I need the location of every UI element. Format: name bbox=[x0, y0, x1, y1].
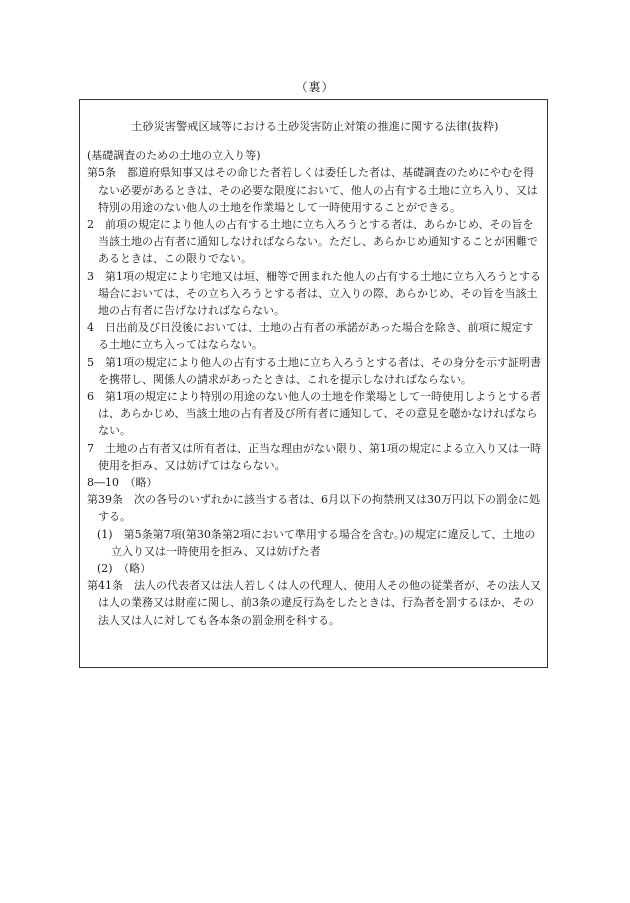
law-excerpt-box bbox=[79, 99, 548, 668]
article-5-paragraphs-8-10: 8―10 （略） bbox=[87, 476, 158, 490]
article-5-paragraph-3: 3 第1項の規定により宅地又は垣、柵等で囲まれた他人の占有する土地に立ち入ろうとする場合においては、その立ち入ろうとする者は、立入りの際、あらかじめ、その旨を当該土地の占有者に告げなければならない。 bbox=[87, 269, 541, 318]
law-title: 土砂災害警戒区域等における土砂災害防止対策の推進に関する法律(抜粋) bbox=[131, 120, 499, 133]
article-5-paragraph-7: 7 土地の占有者又は所有者は、正当な理由がない限り、第1項の規定による立入り又は一時使用を拒み、又は妨げてはならない。 bbox=[87, 441, 541, 472]
article-5-paragraph-5: 5 第1項の規定により他人の占有する土地に立ち入ろうとする者は、その身分を示す証明書を携帯し、関係人の請求があったときは、これを提示しなければならない。 bbox=[87, 355, 541, 386]
section-heading: (基礎調査のための土地の立入り等) bbox=[87, 149, 261, 163]
article-39-item-2: (2) （略） bbox=[97, 562, 152, 576]
article-5-paragraph-6: 6 第1項の規定により特別の用途のない他人の土地を作業場として一時使用しようとする者は、あらかじめ、当該土地の占有者及び所有者に通知して、その意見を聴かなければならない。 bbox=[87, 390, 541, 438]
article-39: 第39条 次の各号のいずれかに該当する者は、6月以下の拘禁刑又は30万円以下の罰金に処する。 bbox=[87, 493, 540, 524]
article-41: 第41条 法人の代表者又は法人若しくは人の代理人、使用人その他の従業者が、その法人又は人の業務又は財産に関し、前3条の違反行為をしたときは、行為者を罰するほか、その法人又は人に対しても各本条の罰金刑を科する。 bbox=[87, 579, 541, 627]
article-5-paragraph-4: 4 日出前及び日没後においては、土地の占有者の承諾があった場合を除き、前項に規定する土地に立ち入ってはならない。 bbox=[87, 321, 534, 352]
article-5-paragraph-2: 2 前項の規定により他人の占有する土地に立ち入ろうとする者は、あらかじめ、その旨を当該土地の占有者に通知しなければならない。ただし、あらかじめ通知することが困難であるときは、この限りでない。 bbox=[87, 218, 538, 266]
article-5: 第5条 都道府県知事又はその命じた者若しくは委任した者は、基礎調査のためにやむを得ない必要があるときは、その必要な限度において、他人の占有する土地に立ち入り、又は特別の用途のない他人の土地を作業場として一時使用することができる。 bbox=[87, 166, 538, 214]
article-39-item-1: (1) 第5条第7項(第30条第2項において準用する場合を含む。)の規定に違反して、土地の立入り又は一時使用を拒み、又は妨げた者 bbox=[97, 527, 536, 558]
page-label: （裏） bbox=[295, 80, 335, 94]
